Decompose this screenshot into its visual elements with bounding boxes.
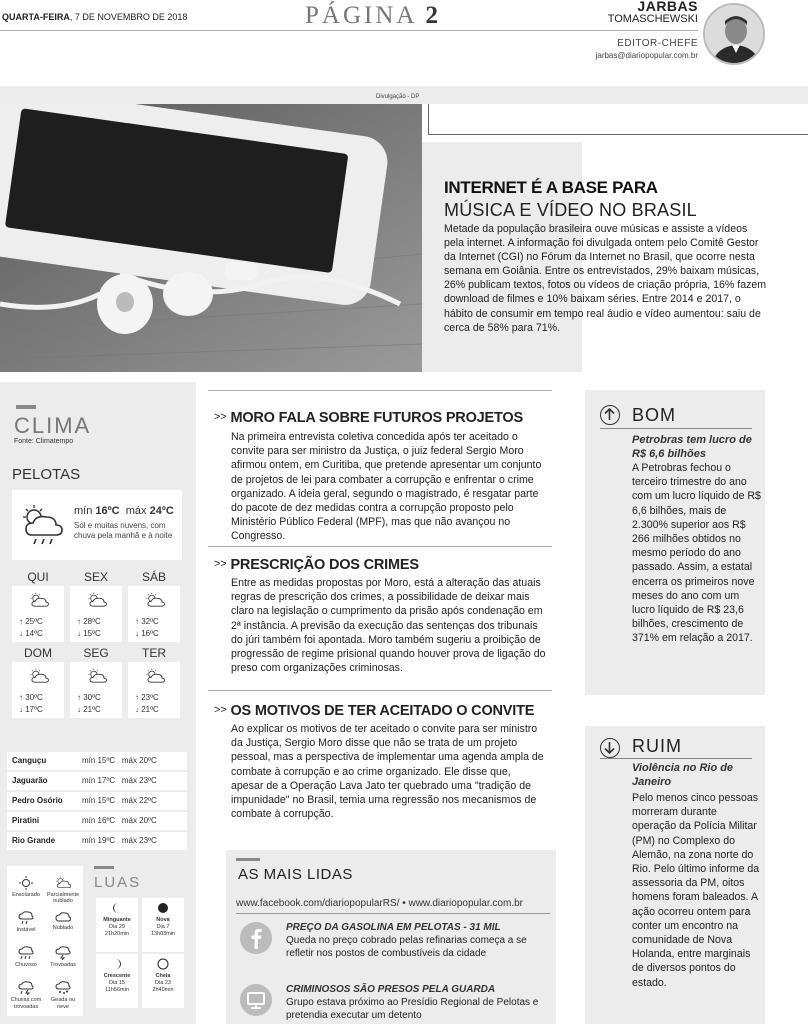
legend-item bbox=[8, 981, 44, 1010]
moon-name: Cheia bbox=[155, 973, 171, 979]
city-name: PELOTAS bbox=[12, 466, 81, 483]
article-1-arrow: >> bbox=[214, 411, 227, 423]
today-max: 24ºC bbox=[149, 505, 174, 517]
cloudy-icon bbox=[45, 911, 81, 923]
lida-1-title[interactable]: PREÇO DA GASOLINA EM PELOTAS - 31 MIL bbox=[286, 922, 501, 933]
article-1-title bbox=[214, 410, 523, 426]
day-min: ↓ 21ºC bbox=[77, 705, 101, 714]
rain-cloud-icon bbox=[20, 503, 66, 552]
article-2-body: Entre as medidas propostas por Moro, está a alteração das atuais regras de prescrição dos crimes, a possibilidade de deixar mais claro na legislação o cumprimento da prisão após condenação em 2ª instância. A previsão da execução das sentenças dos tribunais do júri também foi apontada. Moro também sugeriu a proibição de progressão de regime prisional quando houver prova de ligação do preso com organizações criminosas. bbox=[231, 577, 546, 675]
full-moon-icon bbox=[142, 958, 184, 970]
day-max: ↑ 32ºC bbox=[135, 617, 159, 626]
bom-body: A Petrobras fechou o terceiro trimestre do ano com um lucro líquido de R$ 6,6 bilhões, mais de 2.300% superior aos R$ 266 milhões obtidos no mesmo período do ano passado. Assim, a estatal encerra os primeiros nove meses do ano com um lucro líquido de R$ 23,6 bilhões, crescimento de 371% em relação a 2017. bbox=[632, 462, 761, 645]
clima-dash bbox=[16, 405, 36, 409]
clima-source: Fonte: Climatempo bbox=[14, 438, 74, 445]
mais-lidas-dash bbox=[236, 858, 260, 861]
photo-credit: Divulgação - DP bbox=[376, 94, 420, 100]
article-separator bbox=[208, 690, 552, 691]
article-2-title bbox=[214, 557, 419, 573]
edition-date bbox=[2, 12, 187, 22]
editor-last-name: TOMASCHEWSKI bbox=[607, 13, 698, 25]
moon-phase bbox=[142, 954, 184, 1008]
editor-email[interactable]: jarbas@diariopopular.com.br bbox=[595, 51, 698, 60]
legend-label: Instável bbox=[16, 927, 36, 933]
legend-label: Nublado bbox=[52, 925, 74, 931]
article-2-arrow: >> bbox=[214, 558, 227, 570]
moon-date: Dia 23 bbox=[155, 980, 171, 986]
moon-name: Crescente bbox=[103, 973, 131, 979]
day-max: ↑ 28ºC bbox=[77, 617, 101, 626]
legend-label: Parcialmente nublado bbox=[46, 891, 80, 904]
clima-title: CLIMA bbox=[14, 413, 92, 438]
legend-label: Trovoadas bbox=[50, 962, 76, 968]
partly-cloudy-icon bbox=[45, 876, 81, 890]
bom-rule bbox=[600, 428, 752, 429]
day-min: ↓ 14ºC bbox=[19, 629, 43, 638]
thunder-icon bbox=[45, 946, 81, 960]
day-min: ↓ 21ºC bbox=[135, 705, 159, 714]
partly-cloudy-icon bbox=[28, 592, 50, 614]
city-row bbox=[7, 832, 187, 850]
article-3-body: Ao explicar os motivos de ter aceitado o convite para ser ministro da Justiça, Sergio Moro disse que não se trata de um projeto pessoal, mas a perspectiva de implementar uma agenda ampla de combate à corrupção e ao crime organizado. Ele disse que, apesar de a Operação Lava Jato ter quebrado uma "tradição de impunidade" no Brasil, temia uma regressão nos mecanismos de combate à corrupção. bbox=[231, 723, 544, 821]
rain-icon bbox=[8, 946, 44, 960]
today-temps bbox=[74, 505, 174, 517]
phone-earphones-photo bbox=[0, 104, 422, 372]
day-min: ↓ 16ºC bbox=[135, 629, 159, 638]
moon-phase bbox=[142, 898, 184, 952]
legend-item bbox=[45, 981, 81, 1010]
city-row-values: mín 15ºC máx 20ºC bbox=[82, 756, 157, 765]
moon-time: 2h40min bbox=[152, 987, 174, 993]
bom-title: BOM bbox=[632, 405, 677, 425]
editor-first-name: JARBAS bbox=[637, 0, 698, 14]
city-row-name: Pedro Osório bbox=[12, 796, 63, 805]
city-row bbox=[7, 752, 187, 770]
city-row-name: Jaguarão bbox=[12, 776, 48, 785]
computer-icon bbox=[240, 984, 272, 1016]
legend-item bbox=[45, 876, 81, 905]
city-row-values: mín 19ºC máx 23ºC bbox=[82, 836, 157, 845]
legend-label: Geada ou neve bbox=[50, 997, 76, 1010]
hero-body: Metade da população brasileira ouve músicas e assiste a vídeos pela internet. A informação foi divulgada ontem pelo Comitê Gestor da Internet (CGI) no Fórum da Internet no Brasil, que ocorre nesta semana em Goiânia. Entre os entrevistados, 29% baixam músicas, 26% publicam textos, fotos ou vídeos de criação própria, 16% fazem download de filmes e 10% baixam séries. Entre 2014 e 2017, o hábito de consumir em tempo real áudio e vídeo aumentou: saiu de cerca de 58% para 71%. bbox=[444, 223, 767, 334]
forecast-day bbox=[12, 646, 64, 718]
legend-item bbox=[8, 946, 44, 969]
moon-time: 13h03min bbox=[150, 931, 176, 937]
moon-date: Dia 29 bbox=[109, 924, 125, 930]
bom-headline: Petrobras tem lucro de R$ 6,6 bilhões bbox=[632, 434, 752, 461]
storm-rain-icon bbox=[8, 981, 44, 995]
arrow-up-icon bbox=[600, 405, 620, 425]
legend-label: Chuvoso bbox=[15, 962, 37, 968]
day-name: DOM bbox=[12, 646, 64, 662]
lida-1-text: Queda no preço cobrado pelas refinarias começa a se refletir nos postos de combustíveis da cidade bbox=[286, 935, 527, 959]
partly-cloudy-icon bbox=[144, 668, 166, 690]
weekday: QUARTA-FEIRA bbox=[2, 12, 70, 22]
luas-title: LUAS bbox=[94, 874, 142, 891]
regional-cities bbox=[7, 752, 187, 852]
city-row-values: mín 15ºC máx 22ºC bbox=[82, 796, 157, 805]
day-max: ↑ 30ºC bbox=[77, 693, 101, 702]
day-min: ↓ 17ºC bbox=[19, 705, 43, 714]
city-row-values: mín 17ºC máx 23ºC bbox=[82, 776, 157, 785]
lida-2-text: Grupo estava próximo ao Presídio Regional de Pelotas e pretendia executar um detento bbox=[286, 997, 539, 1021]
day-name: SEG bbox=[70, 646, 122, 662]
page-heading bbox=[305, 2, 441, 30]
moon-phase bbox=[96, 954, 138, 1008]
moon-date: Dia 7 bbox=[156, 924, 170, 930]
legend-item bbox=[45, 911, 81, 932]
sun-icon bbox=[8, 876, 44, 890]
moon-time: 11h56min bbox=[105, 987, 129, 993]
city-row-name: Canguçu bbox=[12, 756, 47, 765]
legend-item bbox=[8, 876, 44, 899]
unstable-icon bbox=[8, 911, 44, 925]
forecast-day bbox=[128, 570, 180, 642]
article-1-title-text: MORO FALA SOBRE FUTUROS PROJETOS bbox=[230, 410, 523, 426]
date-text: , 7 DE NOVEMBRO DE 2018 bbox=[69, 12, 188, 22]
header-rule bbox=[0, 30, 698, 31]
hero-frame-vertical bbox=[428, 104, 429, 134]
mais-lidas-rule bbox=[236, 913, 550, 914]
day-name: SÁB bbox=[128, 570, 180, 586]
ruim-body: Pelo menos cinco pessoas morreram durante operação da Polícia Militar (PM) no Complexo do Alemão, na zona norte do Rio. Pelo último informe da assessoria da PM, oitos homens foram baleados. A ação ocorreu ontem para conter um encontro na comunidade de Nova Holanda, entre marginais de diversos pontos do estado. bbox=[632, 792, 760, 989]
legend-item bbox=[8, 911, 44, 934]
day-min: ↓ 15ºC bbox=[77, 629, 101, 638]
editor-role: EDITOR-CHEFE bbox=[617, 38, 698, 49]
page-label: PÁGINA bbox=[305, 2, 418, 29]
article-separator bbox=[208, 546, 552, 547]
lida-2-title[interactable]: CRIMINOSOS SÃO PRESOS PELA GUARDA bbox=[286, 984, 496, 995]
luas-dash bbox=[94, 866, 114, 869]
min-label: mín bbox=[74, 505, 93, 517]
day-max: ↑ 25ºC bbox=[19, 617, 43, 626]
max-label: máx bbox=[125, 505, 147, 517]
hero-title: INTERNET É A BASE PARA bbox=[444, 178, 658, 197]
moon-phase bbox=[96, 898, 138, 952]
waning-moon-icon bbox=[96, 902, 138, 914]
partly-cloudy-icon bbox=[86, 592, 108, 614]
article-1-body: Na primeira entrevista coletiva concedida após ter aceitado o convite para ser ministro da Justiça, o juiz federal Sergio Moro afirmou ontem, em Curitiba, que pretende apresentar um conjunto de projetos de lei para combater a corrupção e enfrentar o crime organizado. A ideia geral, segundo o magistrado, é resgatar parte do pacote de dez medidas contra a corrupção proposto pelo Ministério Público Federal (MPF), mas que não avançou no Congresso. bbox=[231, 431, 542, 543]
mais-lidas-links[interactable]: www.facebook.com/diariopopularRS/ • www.diariopopular.com.br bbox=[236, 898, 523, 909]
partly-cloudy-icon bbox=[144, 592, 166, 614]
city-row bbox=[7, 792, 187, 810]
city-row-name: Rio Grande bbox=[12, 836, 56, 845]
day-name: QUI bbox=[12, 570, 64, 586]
moon-date: Dia 15 bbox=[109, 980, 125, 986]
mais-lidas-title: AS MAIS LIDAS bbox=[238, 866, 353, 883]
article-3-title bbox=[214, 703, 534, 719]
moon-name: Nova bbox=[156, 917, 170, 923]
city-row bbox=[7, 772, 187, 790]
moon-time: 21h20min bbox=[104, 931, 130, 937]
frost-snow-icon bbox=[45, 981, 81, 995]
editor-photo bbox=[703, 3, 765, 65]
hero-subtitle: MÚSICA E VÍDEO NO BRASIL bbox=[444, 200, 697, 220]
day-max: ↑ 23ºC bbox=[135, 693, 159, 702]
city-row-values: mín 16ºC máx 20ºC bbox=[82, 816, 157, 825]
editor-name bbox=[608, 0, 698, 26]
mid-top-rule bbox=[208, 390, 552, 391]
ruim-rule bbox=[600, 758, 752, 759]
article-3-arrow: >> bbox=[214, 704, 227, 716]
partly-cloudy-icon bbox=[86, 668, 108, 690]
forecast-day bbox=[70, 570, 122, 642]
day-name: TER bbox=[128, 646, 180, 662]
city-row-name: Piratini bbox=[12, 816, 40, 825]
article-2-title-text: PRESCRIÇÃO DOS CRIMES bbox=[230, 557, 419, 573]
waxing-moon-icon bbox=[96, 958, 138, 970]
today-description: Sol e muitas nuvens, com chuva pela manhã e à noite bbox=[74, 521, 173, 540]
hero-frame-horizontal bbox=[428, 134, 808, 135]
ruim-headline: Violência no Rio de Janeiro bbox=[632, 762, 734, 789]
moon-name: Minguante bbox=[103, 917, 131, 923]
day-max: ↑ 30ºC bbox=[19, 693, 43, 702]
forecast-day bbox=[12, 570, 64, 642]
city-row bbox=[7, 812, 187, 830]
ruim-title: RUIM bbox=[632, 736, 682, 756]
partly-cloudy-icon bbox=[28, 668, 50, 690]
legend-label: Chuvas com trovoadas bbox=[10, 997, 42, 1010]
today-min: 16ºC bbox=[95, 505, 120, 517]
article-3-title-text: OS MOTIVOS DE TER ACEITADO O CONVITE bbox=[230, 703, 535, 719]
arrow-down-icon bbox=[600, 738, 620, 758]
forecast-day bbox=[128, 646, 180, 718]
new-moon-icon bbox=[142, 902, 184, 914]
facebook-icon bbox=[240, 922, 272, 954]
day-name: SEX bbox=[70, 570, 122, 586]
legend-item bbox=[45, 946, 81, 969]
forecast-day bbox=[70, 646, 122, 718]
legend-label: Ensolarado bbox=[12, 892, 40, 898]
page-number: 2 bbox=[425, 2, 441, 29]
